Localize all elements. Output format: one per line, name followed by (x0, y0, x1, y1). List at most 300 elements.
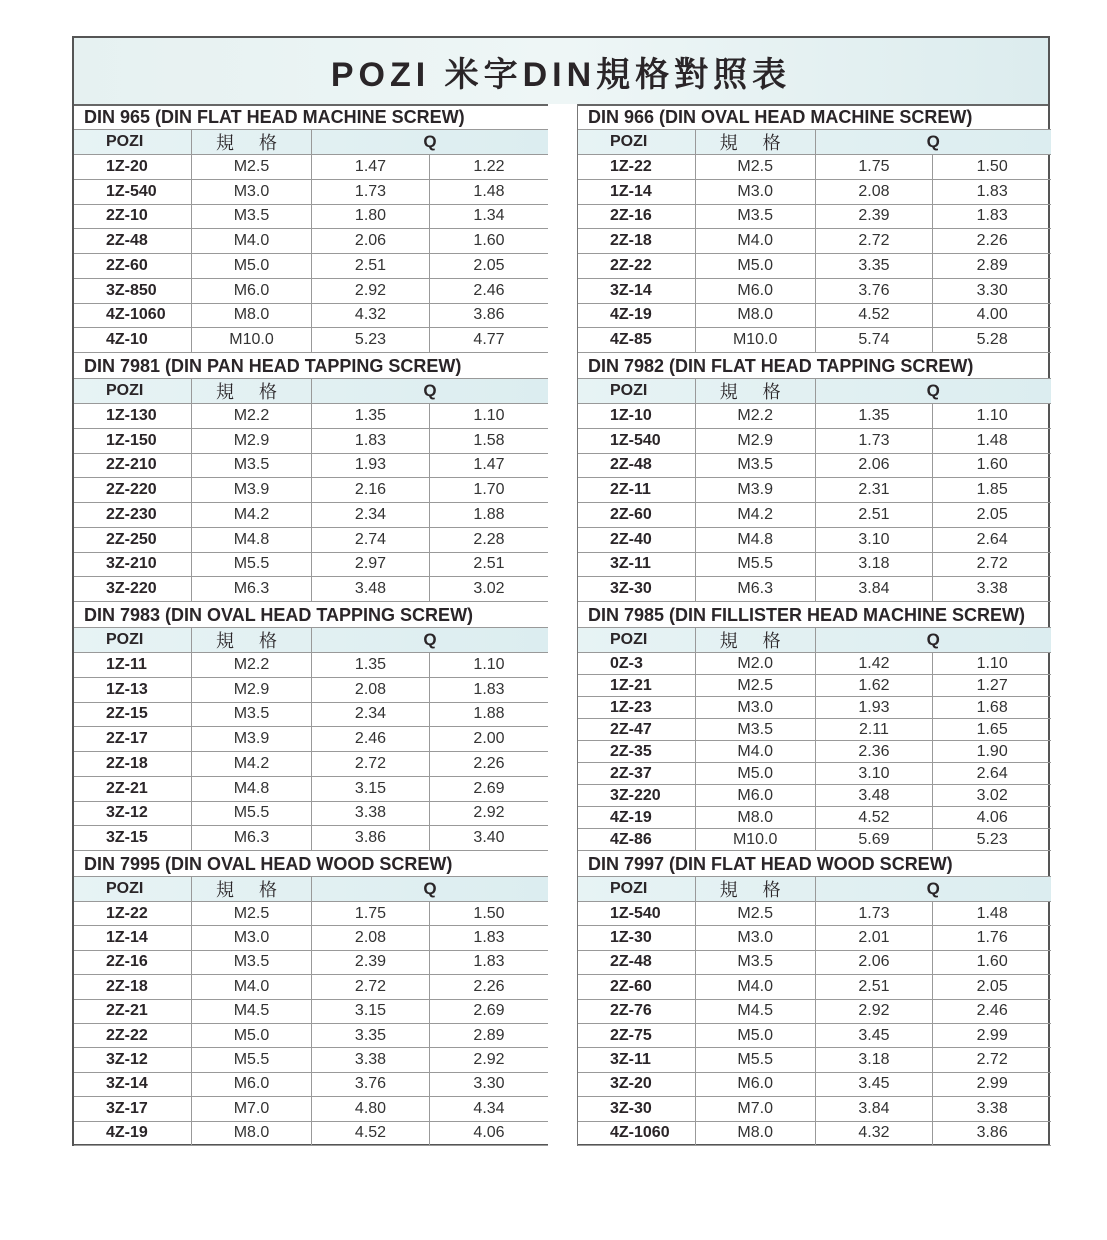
cell-q2: 1.83 (473, 953, 505, 971)
cell-q1: 2.06 (816, 951, 934, 974)
cell-spec: M5.5 (696, 553, 816, 577)
cell-pozi: 2Z-47 (578, 719, 696, 740)
cell-q1: 2.06 (312, 229, 430, 253)
cell-q1: 3.15 (312, 777, 430, 801)
cell-q2: 1.10 (473, 406, 505, 424)
cell-q1: 3.35 (312, 1024, 430, 1047)
cell-q2: 2.72 (976, 1051, 1008, 1069)
cell-spec: M10.0 (696, 328, 816, 352)
table-row (578, 254, 1051, 279)
table-row (74, 951, 548, 975)
cell-pozi: 3Z-220 (74, 577, 192, 601)
cell-spec: M5.5 (696, 1048, 816, 1071)
cell-spec: M3.0 (696, 697, 816, 718)
cell-q1: 3.38 (312, 802, 430, 826)
cell-q2: 1.10 (976, 406, 1008, 424)
cell-q1: 3.35 (816, 254, 934, 278)
cell-spec: M4.8 (192, 777, 312, 801)
cell-pozi: 1Z-21 (578, 675, 696, 696)
cell-spec: M3.5 (192, 703, 312, 727)
cell-spec: M4.2 (192, 503, 312, 527)
header-spec: 規 格 (696, 379, 816, 403)
spec-section (74, 602, 548, 851)
cell-pozi: 1Z-130 (74, 404, 192, 428)
cell-spec: M3.0 (696, 180, 816, 204)
cell-spec: M5.5 (192, 553, 312, 577)
cell-pozi: 2Z-21 (74, 1000, 192, 1023)
cell-pozi: 1Z-13 (74, 678, 192, 702)
cell-q1: 3.15 (312, 1000, 430, 1023)
cell-q1: 4.52 (312, 1122, 430, 1145)
cell-pozi: 1Z-23 (578, 697, 696, 718)
cell-q2: 5.23 (976, 830, 1008, 848)
cell-q1: 2.08 (816, 180, 934, 204)
cell-pozi: 1Z-10 (578, 404, 696, 428)
cell-pozi: 2Z-48 (74, 229, 192, 253)
cell-pozi: 2Z-10 (74, 205, 192, 229)
cell-q1: 1.62 (816, 675, 934, 696)
cell-spec: M8.0 (192, 304, 312, 328)
table-row (74, 802, 548, 827)
cell-q1: 1.42 (816, 653, 934, 674)
header-spec: 規 格 (696, 130, 816, 154)
table-row (74, 777, 548, 802)
cell-q2: 1.10 (976, 654, 1008, 672)
cell-spec: M3.5 (696, 719, 816, 740)
cell-q2: 2.99 (976, 1026, 1008, 1044)
cell-spec: M3.5 (192, 951, 312, 974)
table-row (578, 975, 1051, 999)
cell-pozi: 4Z-10 (74, 328, 192, 352)
table-row (74, 1097, 548, 1121)
cell-q1: 2.34 (312, 703, 430, 727)
cell-q2: 2.00 (473, 730, 505, 748)
spec-section (578, 602, 1051, 851)
cell-spec: M6.0 (192, 1073, 312, 1096)
header-q: Q (423, 630, 437, 649)
cell-pozi: 2Z-60 (578, 975, 696, 998)
cell-spec: M8.0 (696, 807, 816, 828)
table-row (578, 926, 1051, 950)
cell-q2: 2.99 (976, 1075, 1008, 1093)
cell-q2: 2.46 (976, 1002, 1008, 1020)
cell-q1: 2.51 (816, 975, 934, 998)
cell-q1: 1.35 (312, 653, 430, 677)
cell-q2: 1.48 (976, 904, 1008, 922)
cell-q1: 3.10 (816, 763, 934, 784)
cell-q2: 2.92 (473, 1051, 505, 1069)
cell-spec: M8.0 (696, 1122, 816, 1145)
table-row (578, 719, 1051, 741)
right-panel (577, 104, 1051, 1146)
cell-q1: 3.84 (816, 1097, 934, 1120)
cell-q2: 3.86 (976, 1124, 1008, 1142)
cell-q2: 1.65 (976, 720, 1008, 738)
cell-q2: 1.50 (976, 157, 1008, 175)
cell-pozi: 3Z-220 (578, 785, 696, 806)
header-q: Q (926, 132, 940, 151)
cell-spec: M4.0 (696, 741, 816, 762)
table-row (74, 328, 548, 353)
cell-pozi: 2Z-21 (74, 777, 192, 801)
cell-pozi: 2Z-75 (578, 1024, 696, 1047)
table-row (74, 254, 548, 279)
cell-spec: M7.0 (192, 1097, 312, 1120)
table-row (74, 1024, 548, 1048)
table-row (74, 926, 548, 950)
cell-q1: 1.93 (816, 697, 934, 718)
cell-spec: M4.0 (696, 229, 816, 253)
cell-spec: M3.9 (192, 727, 312, 751)
cell-spec: M5.0 (696, 763, 816, 784)
table-row (578, 478, 1051, 503)
cell-pozi: 2Z-250 (74, 528, 192, 552)
cell-q2: 1.83 (976, 182, 1008, 200)
column-header-row (578, 379, 1051, 404)
cell-q1: 2.31 (816, 478, 934, 502)
cell-q1: 1.75 (312, 902, 430, 925)
table-row (74, 155, 548, 180)
table-row (74, 826, 548, 851)
cell-q1: 2.08 (312, 678, 430, 702)
cell-q2: 2.51 (473, 555, 505, 573)
table-row (578, 454, 1051, 479)
cell-q1: 1.73 (816, 429, 934, 453)
cell-q2: 4.06 (473, 1124, 505, 1142)
column-header-row (74, 379, 548, 404)
table-row (74, 279, 548, 304)
cell-spec: M2.9 (696, 429, 816, 453)
cell-spec: M2.5 (696, 675, 816, 696)
left-panel (74, 104, 549, 1146)
cell-pozi: 2Z-15 (74, 703, 192, 727)
cell-q2: 1.83 (473, 680, 505, 698)
spec-section (74, 353, 548, 602)
table-row (74, 528, 548, 553)
cell-q2: 1.34 (473, 207, 505, 225)
cell-q1: 1.75 (816, 155, 934, 179)
cell-q2: 1.58 (473, 431, 505, 449)
table-row (578, 741, 1051, 763)
cell-pozi: 1Z-540 (578, 429, 696, 453)
table-row (74, 429, 548, 454)
header-pozi: POZI (578, 379, 696, 403)
cell-q2: 3.38 (976, 1099, 1008, 1117)
cell-pozi: 3Z-30 (578, 1097, 696, 1120)
conversion-sheet (72, 36, 1050, 1146)
cell-pozi: 4Z-1060 (74, 304, 192, 328)
table-row (578, 155, 1051, 180)
header-pozi: POZI (74, 130, 192, 154)
cell-q2: 1.88 (473, 505, 505, 523)
cell-q2: 3.38 (976, 580, 1008, 598)
cell-q1: 2.39 (816, 205, 934, 229)
cell-pozi: 2Z-11 (578, 478, 696, 502)
cell-pozi: 1Z-20 (74, 155, 192, 179)
cell-q2: 1.83 (976, 207, 1008, 225)
cell-pozi: 3Z-11 (578, 1048, 696, 1071)
cell-q2: 2.26 (473, 977, 505, 995)
table-row (74, 304, 548, 329)
section-title: DIN 7995 (DIN OVAL HEAD WOOD SCREW) (74, 851, 548, 877)
table-row (578, 279, 1051, 304)
cell-spec: M3.5 (696, 205, 816, 229)
cell-q1: 3.45 (816, 1024, 934, 1047)
cell-q1: 2.97 (312, 553, 430, 577)
cell-q1: 2.16 (312, 478, 430, 502)
cell-spec: M10.0 (192, 328, 312, 352)
header-spec: 規 格 (192, 379, 312, 403)
cell-q2: 1.60 (976, 456, 1008, 474)
cell-pozi: 1Z-22 (578, 155, 696, 179)
cell-q2: 1.10 (473, 655, 505, 673)
table-row (578, 1073, 1051, 1097)
cell-pozi: 2Z-18 (74, 975, 192, 998)
spec-section (578, 851, 1051, 1146)
cell-q1: 5.69 (816, 829, 934, 850)
cell-q2: 1.70 (473, 481, 505, 499)
cell-pozi: 2Z-18 (578, 229, 696, 253)
cell-pozi: 3Z-210 (74, 553, 192, 577)
cell-spec: M5.0 (696, 254, 816, 278)
cell-q1: 3.86 (312, 826, 430, 850)
table-row (578, 577, 1051, 602)
cell-q1: 3.76 (816, 279, 934, 303)
table-row (74, 703, 548, 728)
table-row (74, 902, 548, 926)
cell-pozi: 4Z-19 (74, 1122, 192, 1145)
cell-spec: M3.5 (696, 454, 816, 478)
cell-spec: M4.0 (696, 975, 816, 998)
table-row (74, 553, 548, 578)
header-spec: 規 格 (696, 877, 816, 901)
header-q: Q (423, 132, 437, 151)
cell-q2: 2.69 (473, 779, 505, 797)
cell-spec: M6.0 (696, 1073, 816, 1096)
table-row (578, 1122, 1051, 1146)
cell-pozi: 2Z-230 (74, 503, 192, 527)
section-title: DIN 7985 (DIN FILLISTER HEAD MACHINE SCREW) (578, 602, 1051, 628)
cell-spec: M4.0 (192, 229, 312, 253)
cell-spec: M3.9 (696, 478, 816, 502)
cell-pozi: 3Z-20 (578, 1073, 696, 1096)
cell-pozi: 3Z-850 (74, 279, 192, 303)
section-title: DIN 7983 (DIN OVAL HEAD TAPPING SCREW) (74, 602, 548, 628)
spec-section (74, 851, 548, 1146)
cell-spec: M3.9 (192, 478, 312, 502)
cell-q1: 3.45 (816, 1073, 934, 1096)
cell-q2: 2.26 (473, 754, 505, 772)
section-title: DIN 7982 (DIN FLAT HEAD TAPPING SCREW) (578, 353, 1051, 379)
header-pozi: POZI (578, 130, 696, 154)
table-row (578, 675, 1051, 697)
cell-pozi: 2Z-22 (578, 254, 696, 278)
cell-q1: 2.51 (312, 254, 430, 278)
cell-pozi: 2Z-40 (578, 528, 696, 552)
cell-q2: 2.69 (473, 1002, 505, 1020)
cell-q1: 3.10 (816, 528, 934, 552)
spec-section (74, 104, 548, 353)
cell-q1: 3.38 (312, 1048, 430, 1071)
cell-q1: 4.52 (816, 807, 934, 828)
header-q: Q (926, 630, 940, 649)
cell-spec: M3.5 (192, 454, 312, 478)
cell-q2: 1.60 (976, 953, 1008, 971)
header-q: Q (423, 879, 437, 898)
cell-spec: M5.5 (192, 1048, 312, 1071)
cell-q2: 2.92 (473, 804, 505, 822)
cell-spec: M3.0 (192, 926, 312, 949)
table-row (578, 1024, 1051, 1048)
cell-q1: 1.80 (312, 205, 430, 229)
cell-q2: 1.68 (976, 698, 1008, 716)
spec-section (578, 104, 1051, 353)
cell-q1: 1.47 (312, 155, 430, 179)
cell-pozi: 2Z-17 (74, 727, 192, 751)
table-row (578, 697, 1051, 719)
table-row (578, 429, 1051, 454)
cell-spec: M8.0 (696, 304, 816, 328)
cell-q1: 1.35 (312, 404, 430, 428)
cell-q2: 2.28 (473, 530, 505, 548)
table-row (578, 229, 1051, 254)
cell-spec: M4.5 (192, 1000, 312, 1023)
cell-q1: 2.34 (312, 503, 430, 527)
cell-q2: 3.30 (976, 281, 1008, 299)
cell-q1: 2.46 (312, 727, 430, 751)
header-pozi: POZI (578, 628, 696, 652)
cell-spec: M3.0 (696, 926, 816, 949)
cell-spec: M3.5 (696, 951, 816, 974)
table-row (74, 752, 548, 777)
cell-spec: M4.0 (192, 975, 312, 998)
cell-pozi: 2Z-35 (578, 741, 696, 762)
cell-pozi: 4Z-86 (578, 829, 696, 850)
cell-pozi: 2Z-60 (74, 254, 192, 278)
cell-q2: 1.76 (976, 929, 1008, 947)
column-header-row (578, 877, 1051, 902)
cell-q1: 4.32 (816, 1122, 934, 1145)
cell-q1: 4.32 (312, 304, 430, 328)
cell-q1: 1.93 (312, 454, 430, 478)
table-row (74, 1048, 548, 1072)
cell-q2: 1.83 (473, 929, 505, 947)
cell-pozi: 3Z-14 (578, 279, 696, 303)
table-row (578, 404, 1051, 429)
panel-gap (548, 104, 577, 1146)
cell-spec: M6.3 (192, 577, 312, 601)
cell-pozi: 2Z-60 (578, 503, 696, 527)
cell-q1: 1.35 (816, 404, 934, 428)
header-pozi: POZI (74, 379, 192, 403)
column-header-row (74, 628, 548, 653)
cell-q2: 4.77 (473, 331, 505, 349)
cell-q1: 5.74 (816, 328, 934, 352)
cell-spec: M3.0 (192, 180, 312, 204)
cell-pozi: 4Z-19 (578, 304, 696, 328)
table-row (74, 577, 548, 602)
table-row (578, 807, 1051, 829)
cell-spec: M4.8 (696, 528, 816, 552)
cell-q1: 3.18 (816, 553, 934, 577)
cell-spec: M2.2 (192, 653, 312, 677)
table-row (74, 653, 548, 678)
cell-pozi: 2Z-76 (578, 1000, 696, 1023)
cell-q2: 2.64 (976, 764, 1008, 782)
cell-spec: M2.0 (696, 653, 816, 674)
table-row (578, 528, 1051, 553)
cell-q2: 2.46 (473, 281, 505, 299)
cell-pozi: 1Z-540 (74, 180, 192, 204)
cell-q2: 1.50 (473, 904, 505, 922)
cell-q2: 1.85 (976, 481, 1008, 499)
cell-spec: M10.0 (696, 829, 816, 850)
cell-q1: 1.73 (312, 180, 430, 204)
cell-q2: 2.72 (976, 555, 1008, 573)
cell-q1: 4.80 (312, 1097, 430, 1120)
cell-pozi: 2Z-48 (578, 951, 696, 974)
table-row (74, 478, 548, 503)
cell-spec: M4.8 (192, 528, 312, 552)
cell-q1: 2.92 (816, 1000, 934, 1023)
cell-q2: 2.64 (976, 530, 1008, 548)
table-row (578, 328, 1051, 353)
table-row (74, 1122, 548, 1146)
cell-q1: 2.74 (312, 528, 430, 552)
table-row (74, 503, 548, 528)
table-row (578, 1048, 1051, 1072)
cell-pozi: 1Z-540 (578, 902, 696, 925)
cell-q2: 4.34 (473, 1099, 505, 1117)
cell-q1: 2.92 (312, 279, 430, 303)
cell-q2: 2.89 (976, 256, 1008, 274)
section-title: DIN 7981 (DIN PAN HEAD TAPPING SCREW) (74, 353, 548, 379)
cell-pozi: 1Z-14 (578, 180, 696, 204)
table-row (74, 975, 548, 999)
cell-q1: 2.51 (816, 503, 934, 527)
cell-q2: 1.48 (976, 431, 1008, 449)
cell-q1: 5.23 (312, 328, 430, 352)
cell-spec: M4.2 (192, 752, 312, 776)
cell-q1: 2.01 (816, 926, 934, 949)
header-q: Q (423, 381, 437, 400)
cell-spec: M6.3 (696, 577, 816, 601)
cell-pozi: 1Z-14 (74, 926, 192, 949)
cell-q1: 3.18 (816, 1048, 934, 1071)
cell-q2: 3.02 (976, 786, 1008, 804)
cell-q1: 3.76 (312, 1073, 430, 1096)
header-q: Q (926, 879, 940, 898)
cell-pozi: 1Z-22 (74, 902, 192, 925)
cell-pozi: 1Z-11 (74, 653, 192, 677)
cell-pozi: 4Z-19 (578, 807, 696, 828)
cell-q2: 3.40 (473, 829, 505, 847)
cell-pozi: 2Z-37 (578, 763, 696, 784)
cell-spec: M2.9 (192, 678, 312, 702)
cell-pozi: 1Z-30 (578, 926, 696, 949)
table-row (74, 1073, 548, 1097)
cell-pozi: 3Z-30 (578, 577, 696, 601)
cell-q2: 1.22 (473, 157, 505, 175)
cell-pozi: 2Z-22 (74, 1024, 192, 1047)
cell-spec: M8.0 (192, 1122, 312, 1145)
cell-q2: 3.02 (473, 580, 505, 598)
table-row (578, 1097, 1051, 1121)
cell-spec: M2.5 (192, 155, 312, 179)
cell-pozi: 2Z-18 (74, 752, 192, 776)
cell-q1: 3.84 (816, 577, 934, 601)
table-row (578, 180, 1051, 205)
